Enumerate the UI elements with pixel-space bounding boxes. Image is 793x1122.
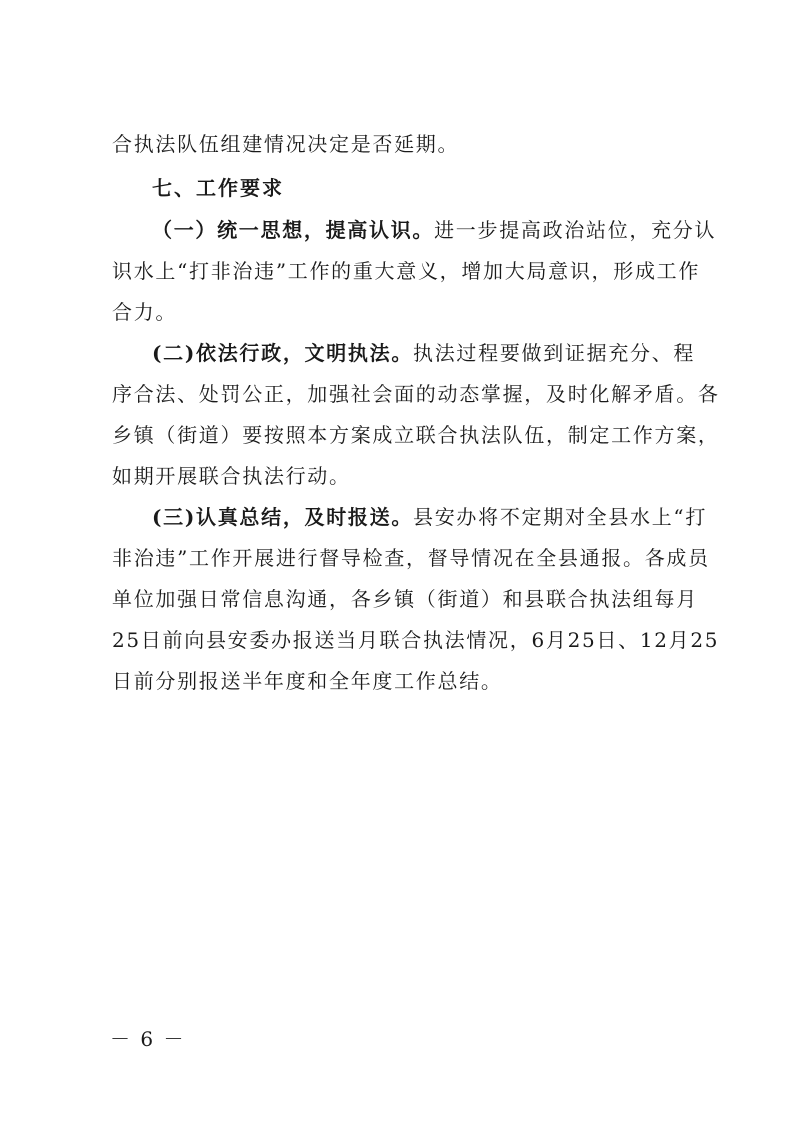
item-1-first-line: [152, 217, 717, 243]
item-3-first-line: [152, 504, 708, 530]
item-2-first-line: [152, 340, 704, 366]
item-2-text: 执法过程要做到证据充分、程: [413, 341, 696, 365]
item-3-line-4: 25日前向县安委办报送当月联合执法情况，6月25日、12月25: [112, 628, 720, 652]
item-3-line-5: 日前分别报送半年度和全年度工作总结。: [112, 669, 503, 693]
item-1-line-3: 合力。: [112, 300, 178, 324]
item-2-line-3: 乡镇（街道）要按照本方案成立联合执法队伍，制定工作方案，: [112, 423, 720, 447]
section-heading: 七、工作要求: [152, 176, 284, 200]
item-1-line-2: 识水上“打非治违”工作的重大意义，增加大局意识，形成工作: [112, 259, 701, 283]
item-3-text: 县安办将不定期对全县水上“打: [413, 505, 708, 529]
item-2-title: (二)依法行政，文明执法。: [152, 341, 414, 365]
paragraph-line: 合执法队伍组建情况决定是否延期。: [112, 132, 460, 156]
page-number: － 6 －: [110, 1027, 186, 1051]
item-3-line-2: 非治违”工作开展进行督导检查，督导情况在全县通报。各成员: [112, 546, 710, 570]
item-2-line-2: 序合法、处罚公正，加强社会面的动态掌握，及时化解矛盾。各: [112, 382, 720, 406]
item-3-title: (三)认真总结，及时报送。: [152, 505, 414, 529]
item-1-text: 进一步提高政治站位，充分认: [434, 218, 717, 242]
item-3-line-3: 单位加强日常信息沟通，各乡镇（街道）和县联合执法组每月: [112, 587, 698, 611]
item-2-line-4: 如期开展联合执法行动。: [112, 464, 351, 488]
item-1-title: （一）统一思想，提高认识。: [152, 218, 435, 242]
